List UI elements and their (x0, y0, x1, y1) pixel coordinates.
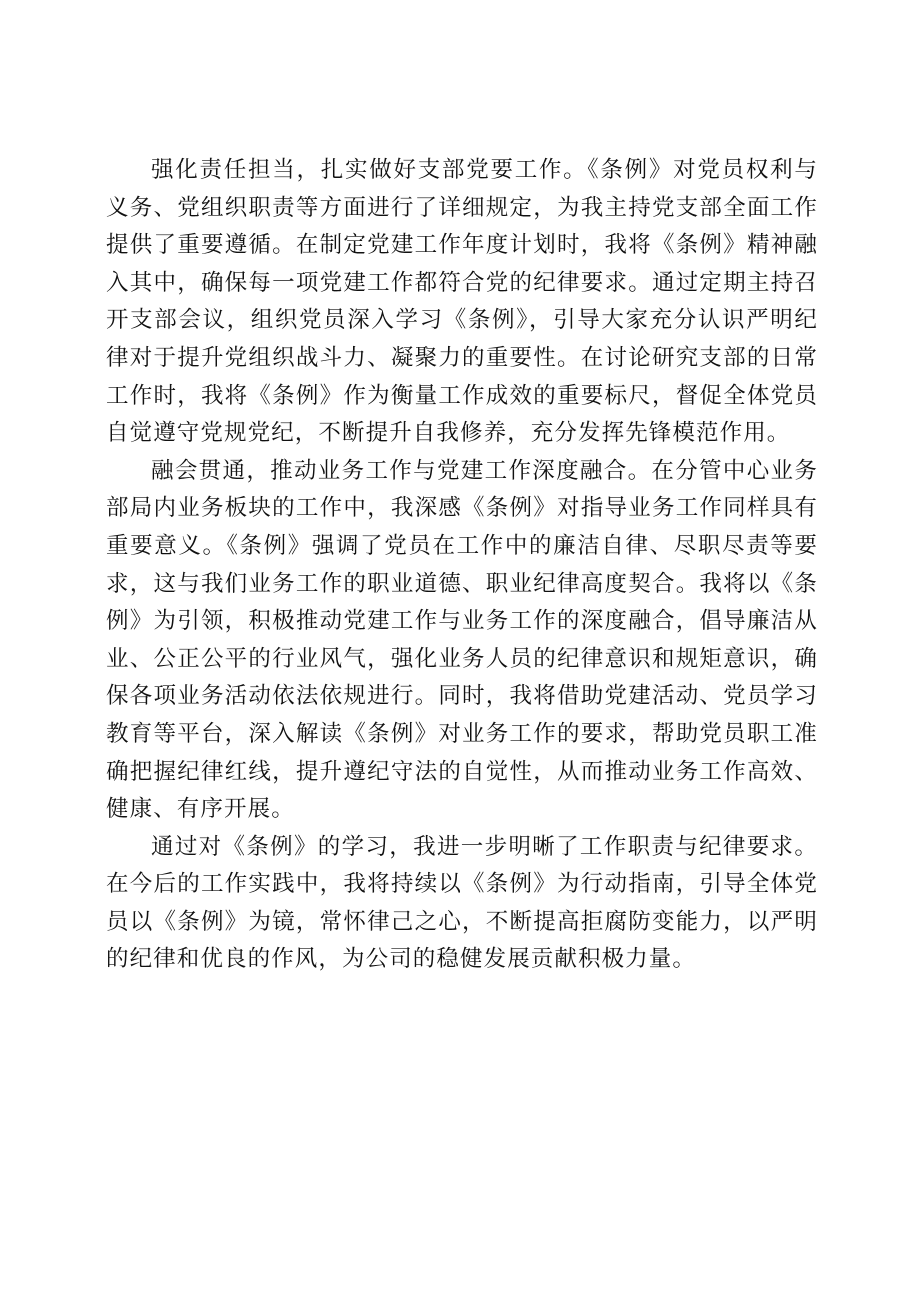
document-body (106, 152, 818, 979)
paragraph-responsibility: 强化责任担当，扎实做好支部党要工作。《条例》对党员权利与义务、党组织职责等方面进行了详细规定，为我主持党支部全面工作提供了重要遵循。在制定党建工作年度计划时，我将《条例》精神融入其中，确保每一项党建工作都符合党的纪律要求。通过定期主持召开支部会议，组织党员深入学习《条例》，引导大家充分认识严明纪律对于提升党组织战斗力、凝聚力的重要性。在讨论研究支部的日常工作时，我将《条例》作为衡量工作成效的重要标尺，督促全体党员自觉遵守党规党纪，不断提升自我修养，充分发挥先锋模范作用。 (106, 157, 818, 447)
paragraph-integration: 融会贯通，推动业务工作与党建工作深度融合。在分管中心业务部局内业务板块的工作中，我深感《条例》对指导业务工作同样具有重要意义。《条例》强调了党员在工作中的廉洁自律、尽职尽责等要求，这与我们业务工作的职业道德、职业纪律高度契合。我将以《条例》为引领，积极推动党建工作与业务工作的深度融合，倡导廉洁从业、公正公平的行业风气，强化业务人员的纪律意识和规矩意识，确保各项业务活动依法依规进行。同时，我将借助党建活动、党员学习教育等平台，深入解读《条例》对业务工作的要求，帮助党员职工准确把握纪律红线，提升遵纪守法的自觉性，从而推动业务工作高效、健康、有序开展。 (106, 457, 818, 823)
paragraph-conclusion: 通过对《条例》的学习，我进一步明晰了工作职责与纪律要求。在今后的工作实践中，我将持续以《条例》为行动指南，引导全体党员以《条例》为镜，常怀律己之心，不断提高拒腐防变能力，以严明的纪律和优良的作风，为公司的稳健发展贡献积极力量。 (106, 833, 818, 973)
